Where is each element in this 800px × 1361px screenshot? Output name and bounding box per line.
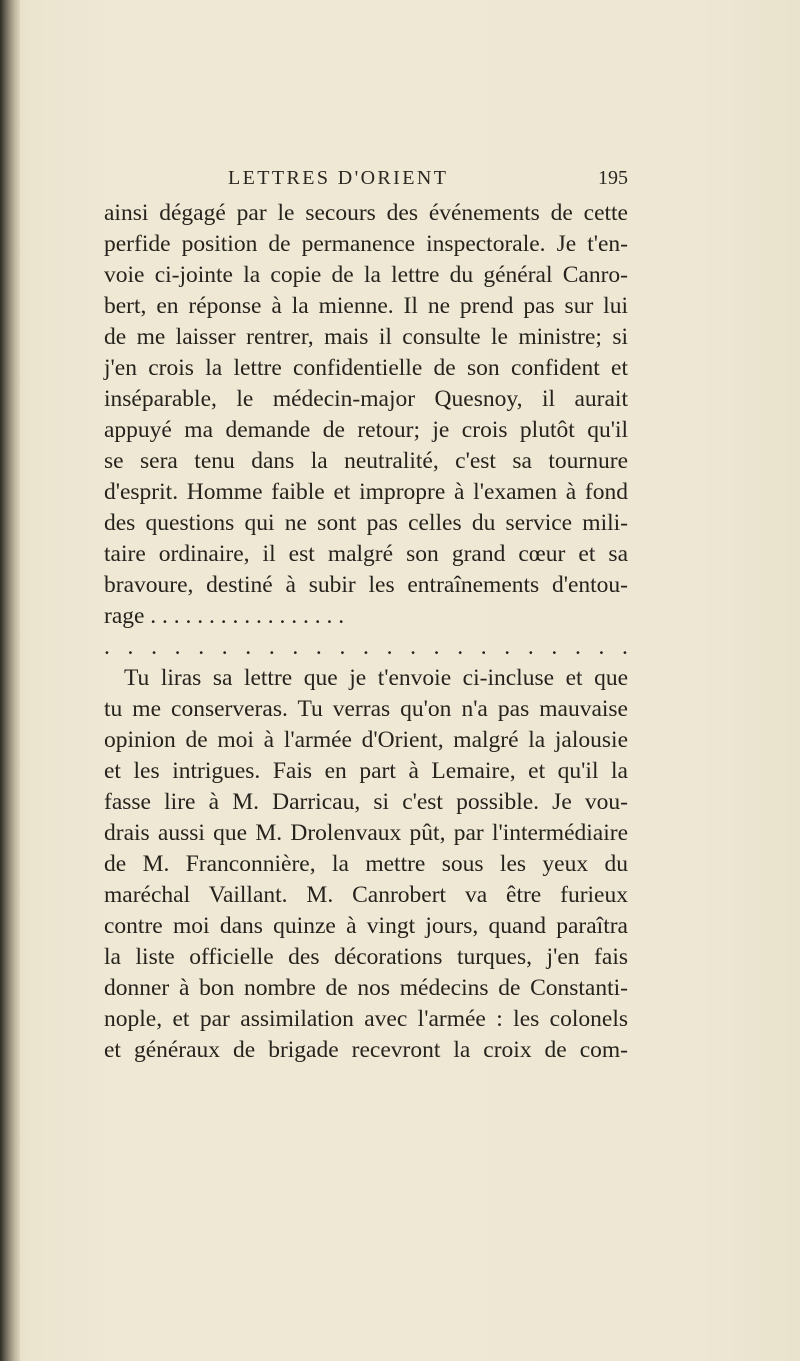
ellipsis-dot: . <box>551 634 558 660</box>
text-line: voie ci-jointe la copie de la lettre du général Canro- <box>104 262 628 288</box>
running-title: LETTRES D'ORIENT <box>228 167 449 189</box>
text-line: drais aussi que M. Drolenvaux pût, par l'intermédiaire <box>104 820 628 846</box>
ellipsis-dot: . <box>386 634 393 660</box>
text-line: et généraux de brigade recevront la croix de com- <box>104 1037 628 1063</box>
text-line: fasse lire à M. Darricau, si c'est possible. Je vou- <box>104 789 628 815</box>
ellipsis-dot: . <box>268 634 275 660</box>
text-line: se sera tenu dans la neutralité, c'est sa tournure <box>104 448 628 474</box>
ellipsis-dot: . <box>104 634 110 660</box>
text-line: taire ordinaire, il est malgré son grand cœur et sa <box>104 541 628 567</box>
text-line: bert, en réponse à la mienne. Il ne prend pas sur lui <box>104 293 628 319</box>
body-text <box>104 198 628 1066</box>
ellipsis-dot: . <box>151 634 157 660</box>
ellipsis-dot: . <box>410 634 416 660</box>
text-line: nople, et par assimilation avec l'armée : les colonels <box>104 1006 628 1032</box>
running-header <box>104 164 628 194</box>
ellipsis-dot: . <box>315 634 322 660</box>
text-line: de me laisser rentrer, mais il consulte le ministre; si <box>104 324 628 350</box>
text-line: bravoure, destiné à subir les entraînements d'entou- <box>104 572 628 598</box>
text-line: et les intrigues. Fais en part à Lemaire, et qu'il la <box>104 758 628 784</box>
paragraph-1 <box>104 198 628 632</box>
book-binding-edge <box>0 0 20 1361</box>
ellipsis-dot: . <box>198 634 205 660</box>
text-line: appuyé ma demande de retour; je crois plutôt qu'il <box>104 417 628 443</box>
ellipsis-row <box>104 632 628 663</box>
ellipsis-dot: . <box>457 634 464 660</box>
text-line: des questions qui ne sont pas celles du service mili- <box>104 510 628 536</box>
paragraph-2 <box>104 663 628 1066</box>
ellipsis-dot: . <box>221 634 228 660</box>
ellipsis-dot: . <box>174 634 181 660</box>
ellipsis-dot: . <box>245 634 252 660</box>
text-line: maréchal Vaillant. M. Canrobert va être furieux <box>104 882 628 908</box>
ellipsis-dot: . <box>527 634 534 660</box>
ellipsis-dot: . <box>433 634 440 660</box>
ellipsis-dot: . <box>292 634 299 660</box>
text-line: tu me conserveras. Tu verras qu'on n'a pas mauvaise <box>104 696 628 722</box>
ellipsis-dot: . <box>622 634 628 660</box>
page-number: 195 <box>598 167 628 189</box>
text-line: contre moi dans quinze à vingt jours, quand paraîtra <box>104 913 628 939</box>
text-line: la liste officielle des décorations turques, j'en fais <box>104 944 628 970</box>
text-line-leader: rage . . . . . . . . . . . . . . . . . <box>104 603 345 629</box>
text-line: opinion de moi à l'armée d'Orient, malgré la jalousie <box>104 727 628 753</box>
ellipsis-dot: . <box>339 634 346 660</box>
text-line: d'esprit. Homme faible et impropre à l'examen à fond <box>104 479 628 505</box>
text-line: donner à bon nombre de nos médecins de Constanti- <box>104 975 628 1001</box>
ellipsis-dot: . <box>363 634 369 660</box>
text-line: de M. Franconnière, la mettre sous les yeux du <box>104 851 628 877</box>
text-line: Tu liras sa lettre que je t'envoie ci-incluse et que <box>124 665 628 691</box>
ellipsis-dot: . <box>574 634 581 660</box>
ellipsis-dot: . <box>127 634 134 660</box>
ellipsis-dot: . <box>598 634 605 660</box>
text-line: inséparable, le médecin-major Quesnoy, il aurait <box>104 386 628 412</box>
text-line: perfide position de permanence inspectorale. Je t'en- <box>104 231 628 257</box>
ellipsis-dot: . <box>504 634 511 660</box>
ellipsis-dot: . <box>480 634 487 660</box>
text-line: j'en crois la lettre confidentielle de son confident et <box>104 355 628 381</box>
text-line: ainsi dégagé par le secours des événements de cette <box>104 200 628 226</box>
